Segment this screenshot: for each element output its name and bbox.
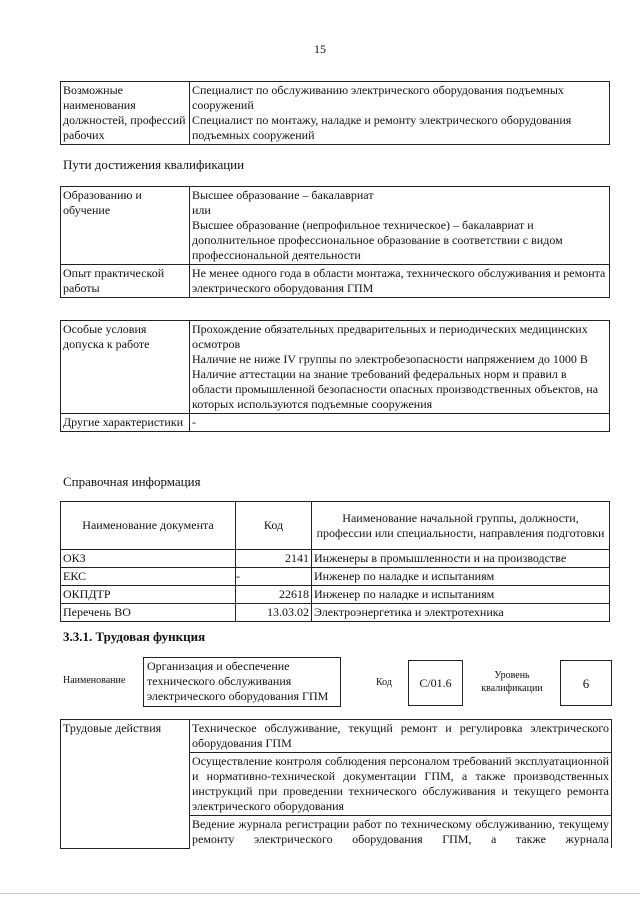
conditions-table: [60, 320, 610, 432]
table-row: [61, 550, 610, 568]
education-values: [190, 187, 610, 265]
function-code-label: Код: [376, 677, 392, 688]
table-cell: Перечень ВО: [61, 604, 236, 622]
labor-action: Осуществление контроля соблюдения персоналом требований эксплуатационной и нормативно-технической документации ГПМ, а также производственных инструкций при проведении технического обслуживания и текущего ремонта электрического оборудования: [190, 753, 612, 816]
function-level-value: 6: [560, 660, 612, 706]
positions-values: [190, 82, 610, 145]
table-row: [61, 187, 610, 265]
table-cell: Инженер по наладке и испытаниям: [312, 586, 610, 604]
education-table: [60, 186, 610, 298]
position-item: Специалист по обслуживанию электрического оборудования подъемных сооружений: [192, 83, 564, 112]
table-cell: ЕКС: [61, 568, 236, 586]
table-row: [61, 568, 610, 586]
condition-item: Наличие не ниже IV группы по электробезопасности напряжением до 1000 В: [192, 352, 588, 366]
table-cell: 13.03.02: [236, 604, 312, 622]
table-cell: ОКЗ: [61, 550, 236, 568]
table-header-row: [61, 502, 610, 550]
section-title-reference: Справочная информация: [63, 474, 201, 489]
table-row: [61, 414, 610, 432]
table-cell: Электроэнергетика и электротехника: [312, 604, 610, 622]
conditions-values: [190, 321, 610, 414]
table-cell: ОКПДТР: [61, 586, 236, 604]
education-label: Образованию и обучение: [61, 187, 190, 265]
position-item: Специалист по монтажу, наладке и ремонту электрического оборудования подъемных сооружений: [192, 113, 572, 142]
scan-edge: [0, 893, 640, 894]
labor-actions-table: [60, 719, 612, 849]
positions-label: Возможные наименования должностей, профессий рабочих: [61, 82, 190, 145]
labor-actions-label: Трудовые действия: [61, 720, 190, 849]
labor-action: Ведение журнала регистрации работ по техническому обслуживанию, текущему ремонту электрического оборудования ГПМ, а также журнала: [190, 816, 612, 849]
function-level-label: Уровень квалификации: [481, 670, 543, 694]
other-value: -: [190, 414, 610, 432]
function-name-label: Наименование: [63, 675, 126, 686]
table-cell: -: [236, 568, 312, 586]
reference-table: [60, 501, 610, 622]
table-row: [61, 321, 610, 414]
condition-item: Прохождение обязательных предварительных и периодических медицинских осмотров: [192, 322, 588, 351]
other-label: Другие характеристики: [61, 414, 190, 432]
experience-label: Опыт практической работы: [61, 265, 190, 298]
function-code-value: C/01.6: [408, 660, 463, 706]
table-row: [61, 604, 610, 622]
section-title-function: 3.3.1. Трудовая функция: [63, 629, 206, 644]
page-number: 15: [314, 42, 326, 56]
positions-table: [60, 81, 610, 145]
table-row: [61, 586, 610, 604]
labor-action: Техническое обслуживание, текущий ремонт и регулировка электрического оборудования ГПМ: [190, 720, 612, 753]
table-cell: Инженеры в промышленности и на производстве: [312, 550, 610, 568]
section-title-paths: Пути достижения квалификации: [63, 157, 245, 172]
experience-value: Не менее одного года в области монтажа, технического обслуживания и ремонта электрического оборудования ГПМ: [190, 265, 610, 298]
table-cell: Инженер по наладке и испытаниям: [312, 568, 610, 586]
table-cell: 2141: [236, 550, 312, 568]
education-item: или: [192, 203, 211, 217]
table-cell: 22618: [236, 586, 312, 604]
header-document: Наименование документа: [61, 502, 236, 550]
header-group: Наименование начальной группы, должности, профессии или специальности, направления подготовки: [312, 502, 610, 550]
table-row: [61, 720, 612, 753]
header-code: Код: [236, 502, 312, 550]
table-row: [61, 82, 610, 145]
education-item: Высшее образование – бакалавриат: [192, 188, 374, 202]
function-name-value: Организация и обеспечение технического обслуживания электрического оборудования ГПМ: [143, 657, 341, 707]
table-row: [61, 265, 610, 298]
condition-item: Наличие аттестации на знание требований федеральных норм и правил в области промышленной безопасности опасных производственных объектов, на которых используются подъемные сооружения: [192, 367, 599, 411]
education-item: Высшее образование (непрофильное техническое) – бакалавриат и дополнительное профессиональное образование в соответствии с видом профессиональной деятельности: [192, 218, 563, 262]
conditions-label: Особые условия допуска к работе: [61, 321, 190, 414]
